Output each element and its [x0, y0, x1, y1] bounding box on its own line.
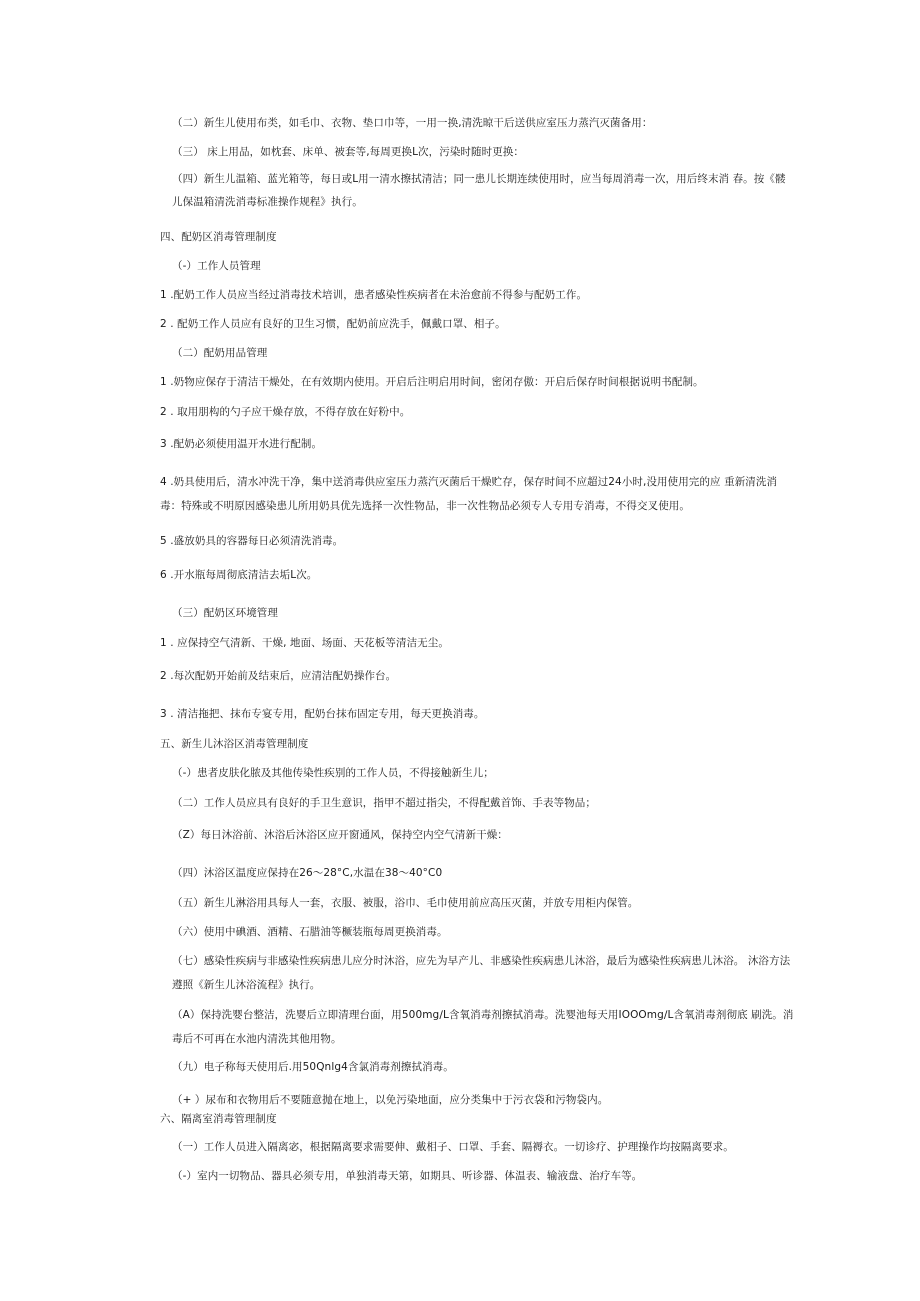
list-item: 1 .奶物应保存于清洁干燥处，在有效期内使用。开启后注明启用时间，密闭存傲：开启后保存时间根据说明书配制。	[160, 376, 704, 388]
subsection-heading: （-）工作人员管理	[172, 260, 261, 272]
paragraph-line: （六）使用中碘酒、酒精、石腊油等橛装瓶每周更换消毒。	[172, 926, 448, 938]
paragraph-text: （四）新生儿温箱、蓝光箱等，每日或L用一清水擦拭清洁；同一患儿长期连续使用时，应当每周消毒一次，用后终末消 春。按《髅儿保温箱清洗消毒标准操作规程》执行。	[172, 173, 786, 208]
paragraph-line: （-）室内一切物品、器具必须专用，单独消毒天第，如期具、听诊器、体温表、输液盘、治疗车等。	[172, 1170, 643, 1182]
paragraph-line: （九）电子称每天使用后.用50Qnlg4含氯消毒剂擦拭消毒。	[172, 1061, 454, 1073]
paragraph-line: （三） 床上用品，如枕套、床单、被套等,每周更换L次，污染时随时更换：	[172, 146, 525, 158]
paragraph-text: （七）感染性疾病与非感染性疾病患儿应分时沐浴，应先为早产儿、非感染性疾病患儿沐浴，最后为感染性疾病患儿沐浴。 沐浴方法遵照《新生儿沐浴流程》执行。	[172, 955, 791, 991]
list-item: 1 .配奶工作人员应当经过消毒技术培训，患者感染性疾病者在未治愈前不得参与配奶工作。	[160, 289, 588, 301]
subsection-heading: （三）配奶区环境管理	[172, 607, 278, 619]
paragraph-line: （五）新生儿淋浴用具每人一套，衣服、被服，浴巾、毛巾使用前应高压灭菌，并放专用柜内保管。	[172, 897, 639, 909]
paragraph-line: （Z）每日沐浴前、沐浴后沐浴区应开窗通风，保持空内空气清新干燥：	[172, 829, 508, 841]
list-item: 2 .每次配奶开始前及结束后，应清洁配奶操作台。	[160, 670, 397, 682]
paragraph-line: （二）工作人员应具有良好的手卫生意识，指甲不超过指尖，不得配戴首饰、手表等物品；	[172, 797, 596, 809]
list-item: 5 .盛放奶具的容器每日必须清洗消毒。	[160, 535, 344, 547]
list-item: 2 . 取用朋构的勺子应干燥存放，不得存放在好粉中。	[160, 406, 411, 418]
list-item: 2 . 配奶工作人员应有良好的卫生习惯，配奶前应洗手，佩戴口罩、相子。	[160, 318, 506, 330]
paragraph-line: （-）患者皮肤化脓及其他传染性疾别的工作人员，不得接触新生儿；	[172, 767, 494, 779]
section-heading: 六、隔离室消毒管理制度	[160, 1113, 277, 1125]
list-item: 6 .开水瓶每周彻底清洁去垢L次。	[160, 569, 318, 581]
list-item: 3 . 清洁拖把、抹布专宴专用，配奶台抹布固定专用，每天更换消毒。	[160, 708, 485, 720]
paragraph-line: （+ ）尿布和衣物用后不要随意抛在地上，以免污染地面，应分类集中于污衣袋和污物袋内。	[172, 1094, 609, 1106]
paragraph-line: （四）沐浴区温度应保持在26～28°C,水温在38～40°C0	[172, 867, 443, 879]
paragraph-text: （A）保持洗婴台整洁，洗婴后立即清理台面，用500mg∕L含氧消毒剂擦拭消毒。洗婴池每天用IOOOmg∕L含氧消毒剂彻底 刷洗。消毒后不可再在水池内清洗其他用物。	[172, 1009, 794, 1045]
paragraph-text: 4 .奶具使用后，清水冲洗干净，集中送消毒供应室压力蒸汽灭菌后干燥贮存，保存时间不应超过24小时,没用使用完的应 重新清洗消毒：特殊或不明原因感染患儿所用奶具优先选择一次性物品，非一次性物品必须专人专用专消毒，不得交叉使用。	[160, 476, 778, 512]
list-item: 1 . 应保持空气清新、干燥, 地面、场面、天花板等清洁无尘。	[160, 637, 449, 649]
section-heading: 四、配奶区消毒管理制度	[160, 231, 277, 243]
paragraph-line: （二）新生儿使用布类，如毛巾、衣物、垫口巾等，一用一换,清洗晾干后送供应室压力蒸汽灭菌备用：	[172, 117, 653, 129]
list-item: 3 .配奶必须使用温开水进行配制。	[160, 438, 323, 450]
subsection-heading: （二）配奶用品管理	[172, 347, 268, 359]
paragraph-wrapped	[172, 168, 794, 214]
section-heading: 五、新生儿沐浴区消毒管理制度	[160, 738, 309, 750]
list-item-wrapped	[160, 470, 782, 518]
paragraph-line: （一）工作人员进入隔离宓，根据隔离要求需要伸、戴相子、口罩、手套、隔褥衣。一切诊疗、护理操作均按隔离要求。	[172, 1141, 734, 1153]
paragraph-wrapped	[172, 1003, 794, 1051]
paragraph-wrapped	[172, 949, 794, 997]
